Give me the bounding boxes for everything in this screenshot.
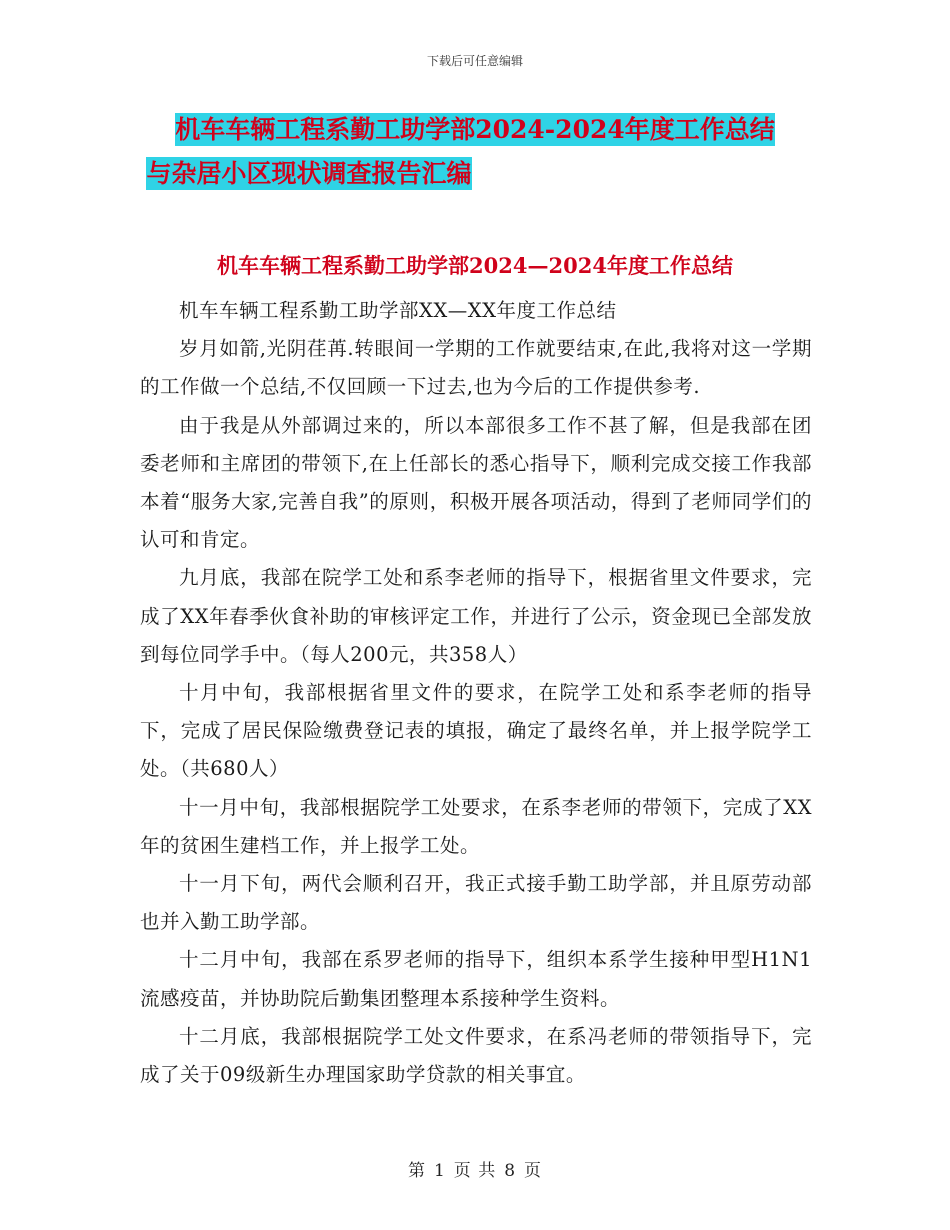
section-title: 机车车辆工程系勤工助学部2024—2024年度工作总结 [217, 253, 733, 278]
paragraph-4: 十月中旬，我部根据省里文件的要求，在院学工处和系李老师的指导下，完成了居民保险缴费登记表的填报，确定了最终名单，并上报学院学工处。（共680人） [140, 681, 812, 781]
paragraph-8: 十二月底，我部根据院学工处文件要求，在系冯老师的带领指导下，完成了关于09级新生办理国家助学贷款的相关事宜。 [140, 1024, 812, 1087]
main-title-line-1-text: 机车车辆工程系勤工助学部2024-2024年度工作总结 [175, 115, 775, 144]
paragraph-2: 由于我是从外部调过来的，所以本部很多工作不甚了解，但是我部在团委老师和主席团的带领下,在上任部长的悉心指导下，顺利完成交接工作我部本着“服务大家,完善自我”的原则，积极开展各项活动，得到了老师同学们的认可和肯定。 [140, 413, 812, 552]
footer-suffix: 页 [524, 1161, 543, 1181]
body-text [140, 292, 812, 1094]
header-note: 下载后可任意编辑 [426, 54, 523, 68]
paragraph-6: 十一月下旬，两代会顺利召开，我正式接手勤工助学部，并且原劳动部也并入勤工助学部。 [140, 872, 812, 934]
paragraph-1: 岁月如箭,光阴荏苒.转眼间一学期的工作就要结束,在此,我将对这一学期的工作做一个总结,不仅回顾一下过去,也为今后的工作提供参考. [140, 337, 812, 399]
main-title-line-2-text: 与杂居小区现状调查报告汇编 [146, 159, 472, 188]
paragraph-5: 十一月中旬，我部根据院学工处要求，在系李老师的带领下，完成了XX年的贫困生建档工作，并上报学工处。 [140, 795, 812, 857]
footer-total-pages: 8 [504, 1161, 517, 1181]
page-footer [0, 1156, 950, 1181]
paragraph-0: 机车车辆工程系勤工助学部XX—XX年度工作总结 [179, 299, 617, 322]
footer-page-number: 1 [433, 1161, 446, 1181]
paragraph-3: 九月底，我部在院学工处和系李老师的指导下，根据省里文件要求，完成了XX年春季伙食补助的审核评定工作，并进行了公示，资金现已全部发放到每位同学手中。（每人200元，共358人） [140, 566, 812, 666]
main-title-line-2 [0, 157, 784, 191]
paragraph-7: 十二月中旬，我部在系罗老师的指导下，组织本系学生接种甲型H1N1流感疫苗，并协助院后勤集团整理本系接种学生资料。 [140, 948, 812, 1010]
main-title-line-1 [0, 113, 950, 147]
footer-prefix: 第 [407, 1161, 426, 1181]
footer-middle: 页 共 [453, 1161, 497, 1181]
